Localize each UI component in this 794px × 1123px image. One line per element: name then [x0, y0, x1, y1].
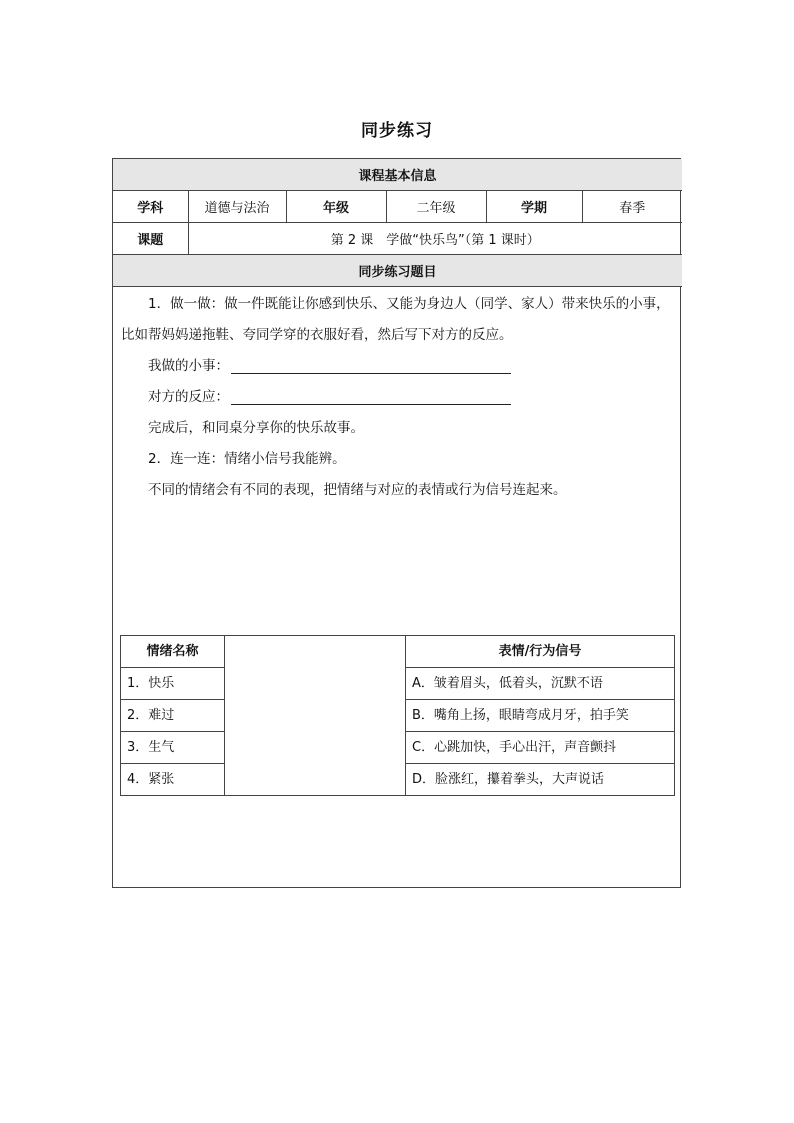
answer-line-2 — [121, 382, 672, 413]
question-1-closing: 完成后，和同桌分享你的快乐故事。 — [148, 420, 364, 436]
term-value: 春季 — [582, 191, 682, 223]
worksheet-frame — [112, 158, 681, 888]
question-1-text: 1．做一做：做一件既能让你感到快乐、又能为身边人（同学、家人）带来快乐的小事，比如帮妈妈递拖鞋、夸同学穿的衣服好看，然后写下对方的反应。 — [121, 296, 670, 343]
exercise-body — [113, 289, 680, 787]
exercise-header: 同步练习题目 — [113, 255, 682, 287]
answer-blank-2[interactable] — [231, 390, 511, 405]
signal-header: 表情/行为信号 — [406, 636, 675, 668]
subject-value: 道德与法治 — [188, 191, 286, 223]
emotion-item: 4．紧张 — [121, 764, 225, 796]
course-info-header: 课程基本信息 — [113, 159, 682, 191]
emotion-item: 1．快乐 — [121, 668, 225, 700]
question-2-title: 2．连一连：情绪小信号我能辨。 — [148, 451, 346, 467]
emotion-item: 2．难过 — [121, 700, 225, 732]
emotion-header: 情绪名称 — [121, 636, 225, 668]
grade-value: 二年级 — [386, 191, 486, 223]
page-title: 同步练习 — [361, 121, 433, 141]
grade-label: 年级 — [286, 191, 386, 223]
topic-value: 第 2 课 学做“快乐鸟”（第 1 课时） — [188, 223, 682, 255]
signal-item: D．脸涨红，攥着拳头，大声说话 — [406, 764, 675, 796]
signal-item: A．皱着眉头，低着头，沉默不语 — [406, 668, 675, 700]
matching-table — [120, 635, 675, 796]
answer-blank-1[interactable] — [231, 359, 511, 374]
signal-item: B．嘴角上扬，眼睛弯成月牙，拍手笑 — [406, 700, 675, 732]
subject-label: 学科 — [113, 191, 188, 223]
question-2-instruction: 不同的情绪会有不同的表现，把情绪与对应的表情或行为信号连起来。 — [148, 482, 567, 498]
term-label: 学期 — [486, 191, 582, 223]
answer-line-2-label: 对方的反应： — [148, 389, 229, 405]
course-info-table — [113, 159, 682, 287]
matching-space[interactable] — [225, 636, 406, 796]
signal-item: C．心跳加快，手心出汗，声音颤抖 — [406, 732, 675, 764]
emotion-item: 3．生气 — [121, 732, 225, 764]
answer-line-1 — [121, 351, 672, 382]
answer-line-1-label: 我做的小事： — [148, 358, 229, 374]
topic-label: 课题 — [113, 223, 188, 255]
